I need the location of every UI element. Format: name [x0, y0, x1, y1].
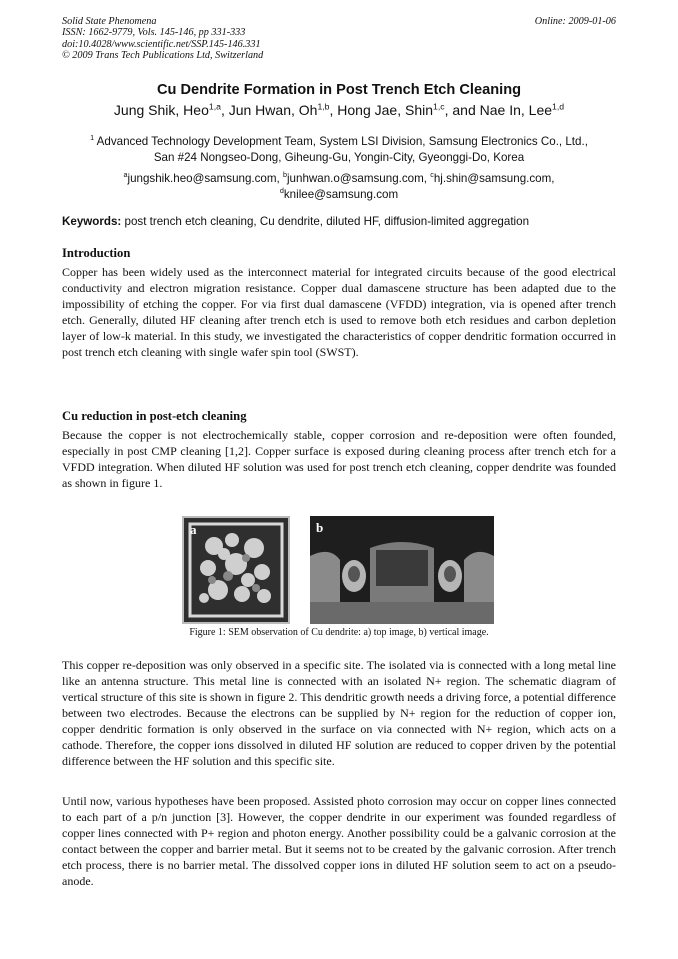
copyright: © 2009 Trans Tech Publications Ltd, Switzerland — [62, 50, 264, 62]
figure-label-b: b — [316, 520, 324, 535]
email-mark: c — [430, 170, 434, 180]
paragraph-antenna-site: This copper re-deposition was only observed in a specific site. The isolated via is connected with a long metal line like an antenna structure. This metal line is connected with an isolated N+ region. The schematic diagram of vertical structure of this site is shown in figure 2. This dendritic growth needs a driving force, a potential difference between two electrodes. Because the electrons can be supplied by N+ region for the reduction of copper ion, copper dendritic formation is only observed in the surface on via connected with N+ region, which acts on a cathode. Therefore, the copper ions dissolved in diluted HF solution are reduced to copper driven by the potential difference between the HF solution and this specific site. — [62, 658, 616, 768]
author-name: Nae In, Lee — [479, 102, 553, 118]
author-separator: , and — [444, 102, 480, 118]
affiliation-line-2: San #24 Nongseo-Dong, Giheung-Gu, Yongin-City, Gyeonggi-Do, Korea — [153, 151, 525, 164]
keywords-label: Keywords: — [62, 215, 122, 228]
doi: doi:10.4028/www.scientific.net/SSP.145-146.331 — [62, 38, 261, 50]
paragraph-introduction: Copper has been widely used as the interconnect material for integrated circuits because of the good electrical conductivity and electron migration resistance. Copper dual damascene structure has been adapted due to the impossibility of etching the copper. For via first dual damascene (VFDD) integration, via is opened after trench etch. Generally, diluted HF cleaning after trench etch is used to remove both etch residues and carbon depletion layer of low-k material. In this study, we investigated the characteristics of copper dendritic formation occurred in post trench etch cleaning with single wafer spin tool (SWST). — [62, 265, 616, 359]
author-separator: , — [220, 102, 229, 118]
author-name: Hong Jae, Shin — [337, 102, 434, 118]
email-address: hj.shin@samsung.com, — [433, 172, 555, 185]
email-mark: a — [123, 170, 128, 180]
figure-1b-sem-vertical-image — [310, 516, 494, 624]
page-header — [62, 16, 616, 62]
author-affil-mark: 1,b — [317, 101, 330, 112]
journal-name: Solid State Phenomena — [62, 16, 157, 27]
affiliation-line-1: Advanced Technology Development Team, System LSI Division, Samsung Electronics Co., Ltd., — [96, 135, 588, 148]
author-affil-mark: 1,d — [552, 101, 565, 112]
author-affil-mark: 1,c — [433, 101, 445, 112]
online-date: Online: 2009-01-06 — [534, 16, 616, 27]
paragraph-cu-reduction: Because the copper is not electrochemically stable, copper corrosion and re-deposition were often founded, especially in post CMP cleaning [1,2]. Copper surface is exposed during cleaning process after trench etch for a VFDD integration. When diluted HF solution was used for post trench etch cleaning, copper dendrite was founded as shown in figure 1. — [62, 428, 616, 490]
keywords — [62, 215, 616, 228]
email-address: knilee@samsung.com — [283, 188, 399, 201]
email-mark: b — [282, 170, 287, 180]
paper-title: Cu Dendrite Formation in Post Trench Etch Cleaning — [156, 82, 522, 98]
email-list — [62, 171, 616, 203]
keywords-text: post trench etch cleaning, Cu dendrite, diluted HF, diffusion-limited aggregation — [121, 215, 530, 228]
author-separator: , — [329, 102, 338, 118]
author-name: Jun Hwan, Oh — [228, 102, 318, 118]
section-heading-cu-reduction: Cu reduction in post-etch cleaning — [62, 409, 247, 423]
dendrite-top-view-graphic — [184, 518, 288, 622]
figure-label-a: a — [190, 522, 197, 537]
affiliation — [62, 134, 616, 166]
figure-1a-sem-top-image — [182, 516, 290, 624]
paragraph-hypotheses: Until now, various hypotheses have been proposed. Assisted photo corrosion may occur on copper lines connected to each part of a p/n junction [3]. However, the copper dendrite in our experiment was founded regardless of copper lines connected with P+ region and photon energy. Another possibility could be a galvanic corrosion at the contact between the copper and barrier metal. But it seems not to be created by the galvanic corrosion. After trench etch process, there is no barrier metal. The dissolved copper ions in diluted HF solution seem to act on a pseudo-anode. — [62, 794, 616, 888]
email-mark: d — [279, 186, 284, 196]
section-heading-introduction: Introduction — [62, 246, 131, 260]
issn: ISSN: 1662-9779, Vols. 145-146, pp 331-333 — [62, 27, 246, 39]
author-list — [62, 102, 616, 118]
author-name: Jung Shik, Heo — [113, 102, 209, 118]
author-affil-mark: 1,a — [208, 101, 221, 112]
figure-1-caption: Figure 1: SEM observation of Cu dendrite: a) top image, b) vertical image. — [189, 627, 489, 638]
affiliation-mark: 1 — [90, 133, 95, 143]
email-address: jungshik.heo@samsung.com, — [127, 172, 283, 185]
email-address: junhwan.o@samsung.com, — [286, 172, 431, 185]
dendrite-cross-section-graphic — [310, 516, 494, 624]
